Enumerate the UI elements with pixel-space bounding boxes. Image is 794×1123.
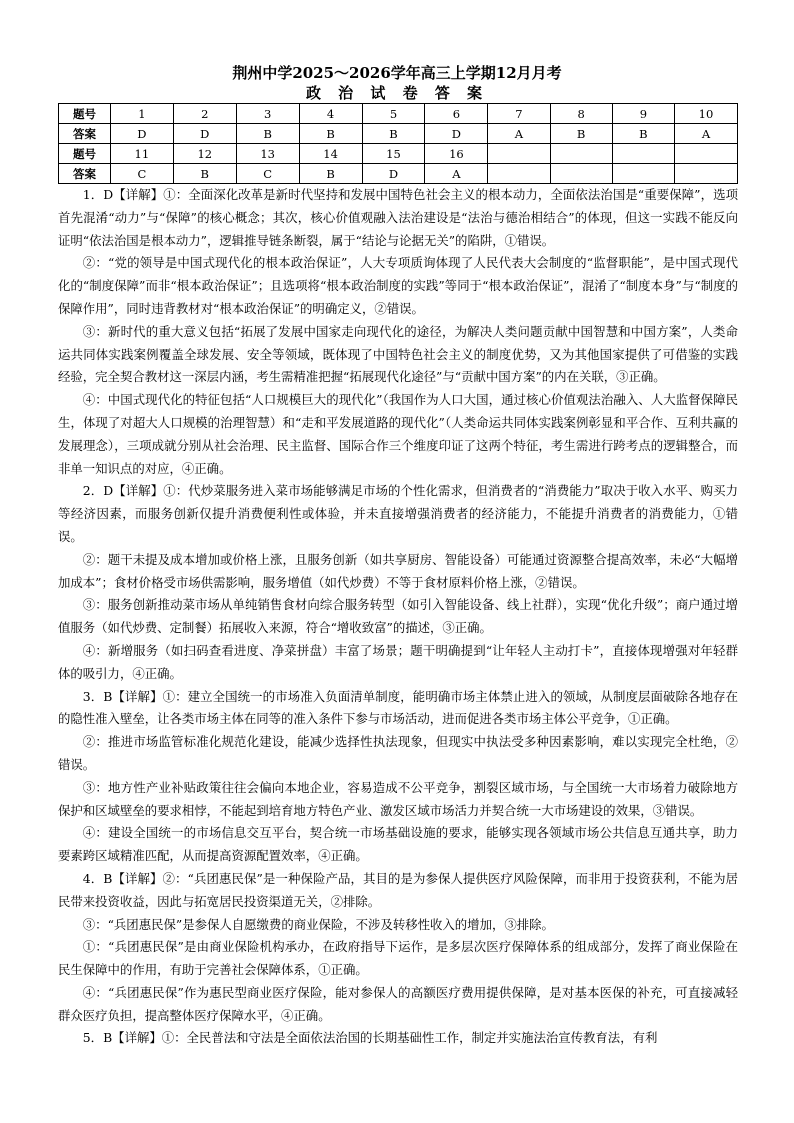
answer-cell — [488, 144, 550, 164]
answer-table-row — [59, 104, 738, 124]
answer-cell: 13 — [236, 144, 299, 164]
answer-cell: 14 — [299, 144, 362, 164]
answer-cell: 1 — [110, 104, 173, 124]
answer-cell: 8 — [550, 104, 612, 124]
answer-cell — [612, 144, 674, 164]
answer-cell: 10 — [674, 104, 737, 124]
answer-cell: 2 — [173, 104, 236, 124]
explanation-paragraph: 1．D【详解】①：全面深化改革是新时代坚持和发展中国特色社会主义的根本动力，全面依法治国是“重要保障”，选项首先混淆“动力”与“保障”的核心概念；其次，核心价值观融入法治建设是“法治与德治相结合”的体现，但这一实践不能反向证明“依法治国是根本动力”，逻辑推导链条断裂，属于“结论与论据无关”的陷阱，①错误。 — [58, 187, 738, 248]
explanation-paragraph: ②：“党的领导是中国式现代化的根本政治保证”，人大专项质询体现了人民代表大会制度的“监督职能”，是中国式现代化的“制度保障”而非“根本政治保证”；且选项将“根本政治制度的实践”等同于“根本政治保证”，混淆了“制度本身”与“制度的保障作用”，同时违背教材对“根本政治保证”的明确定义，②错误。 — [58, 255, 738, 316]
row-label: 答案 — [59, 124, 111, 144]
answer-cell — [488, 164, 550, 184]
answer-cell: A — [674, 124, 737, 144]
answer-cell — [550, 164, 612, 184]
answer-cell: 12 — [173, 144, 236, 164]
row-label: 答案 — [59, 164, 111, 184]
answer-cell: 5 — [362, 104, 425, 124]
explanation-paragraph: ④：中国式现代化的特征包括“人口规模巨大的现代化”（我国作为人口大国，通过核心价值观法治融入、人大监督保障民生，体现了对超大人口规模的治理智慧）和“走和平发展道路的现代化”（人类命运共同体实践案例彰显和平合作、互利共赢的发展理念），三项成就分别从社会治理、民主监督、国际合作三个维度印证了这两个特征，考生需进行跨考点的逻辑整合，而非单一知识点的对应，④正确。 — [58, 392, 738, 476]
answer-cell: 15 — [362, 144, 425, 164]
answer-cell: D — [110, 124, 173, 144]
explanation-paragraph: ③：新时代的重大意义包括“拓展了发展中国家走向现代化的途径，为解决人类问题贡献中国智慧和中国方案”，人类命运共同体实践案例覆盖全球发展、安全等领域，既体现了中国特色社会主义的制度优势，又为其他国家提供了可借鉴的实践经验，完全契合教材这一深层内涵，考生需精准把握“拓展现代化途径”与“贡献中国方案”的内在关联，③正确。 — [58, 323, 738, 385]
explanation-paragraph: 3．B【详解】①：建立全国统一的市场准入负面清单制度，能明确市场主体禁止进入的领域，从制度层面破除各地存在的隐性准入壁垒，让各类市场主体在同等的准入条件下参与市场活动，进而促进各类市场主体公平竞争，①正确。 — [58, 688, 738, 727]
answer-cell: D — [362, 164, 425, 184]
answer-cell: B — [612, 124, 674, 144]
explanation-paragraph: ②：推进市场监管标准化规范化建设，能减少选择性执法现象，但现实中执法受多种因素影响，难以实现完全杜绝，②错误。 — [58, 734, 738, 772]
explanation-paragraph: ④：建设全国统一的市场信息交互平台，契合统一市场基础设施的要求，能够实现各领域市场公共信息互通共享，助力要素跨区域精准匹配，从而提高资源配置效率，④正确。 — [58, 825, 738, 864]
explanation-paragraph: ③：地方性产业补贴政策往往会偏向本地企业，容易造成不公平竞争，割裂区域市场，与全国统一大市场着力破除地方保护和区域壁垒的要求相悖，不能起到培育地方特色产业、激发区域市场活力并契合统一大市场建设的效果，③错误。 — [58, 779, 738, 818]
explanation-paragraph: ③：服务创新推动菜市场从单纯销售食材向综合服务转型（如引入智能设备、线上社群），实现“优化升级”；商户通过增值服务（如代炒费、定制餐）拓展收入来源，符合“增收致富”的描述，③正确。 — [58, 597, 738, 636]
answer-cell: D — [173, 124, 236, 144]
explanation-paragraph: ①：“兵团惠民保”是由商业保险机构承办，在政府指导下运作，是多层次医疗保障体系的组成部分，发挥了商业保险在民生保障中的作用，有助于完善社会保障体系，①正确。 — [58, 939, 738, 978]
answer-cell: A — [425, 164, 488, 184]
answer-cell: 3 — [236, 104, 299, 124]
answer-cell: 9 — [612, 104, 674, 124]
answer-table-row — [59, 144, 738, 164]
answer-cell: 6 — [425, 104, 488, 124]
answer-cell — [550, 144, 612, 164]
explanation-paragraph: ④：“兵团惠民保”作为惠民型商业医疗保险，能对参保人的高额医疗费用提供保障，是对基本医保的补充，可直接减轻群众医疗负担，提高整体医疗保障水平，④正确。 — [58, 984, 738, 1023]
answer-cell: C — [236, 164, 299, 184]
explanation-text — [58, 184, 738, 1050]
answer-table — [58, 103, 738, 184]
row-label: 题号 — [59, 144, 111, 164]
answer-cell: D — [425, 124, 488, 144]
explanation-paragraph: 4．B【详解】②：“兵团惠民保”是一种保险产品，其目的是为参保人提供医疗风险保障，而非用于投资获利，不能为居民带来投资收益，因此与拓宽居民投资渠道无关，②排除。 — [58, 870, 738, 909]
page-subtitle: 政 治 试 卷 答 案 — [305, 84, 489, 102]
answer-table-row — [59, 124, 738, 144]
answer-cell — [674, 164, 737, 184]
answer-cell: 7 — [488, 104, 550, 124]
answer-table-row — [59, 164, 738, 184]
answer-cell: B — [362, 124, 425, 144]
answer-cell: B — [299, 124, 362, 144]
row-label: 题号 — [59, 104, 111, 124]
explanation-paragraph: ④：新增服务（如扫码查看进度、净菜拼盘）丰富了场景；题干明确提到“让年轻人主动打卡”，直接体现增强对年轻群体的吸引力，④正确。 — [58, 642, 738, 681]
answer-cell: 16 — [425, 144, 488, 164]
answer-cell: A — [488, 124, 550, 144]
answer-cell: B — [550, 124, 612, 144]
explanation-paragraph: 2．D【详解】①：代炒菜服务进入菜市场能够满足市场的个性化需求，但消费者的“消费能力”取决于收入水平、购买力等经济因素，而服务创新仅提升消费便利性或体验，并未直接增强消费者的经济能力，不能提升消费者的消费能力，①错误。 — [58, 483, 738, 544]
answer-cell: C — [110, 164, 173, 184]
answer-cell — [612, 164, 674, 184]
page-title: 荆州中学2025～2026学年高三上学期12月月考 — [232, 64, 562, 82]
explanation-paragraph: ③：“兵团惠民保”是参保人自愿缴费的商业保险，不涉及转移性收入的增加，③排除。 — [82, 916, 554, 932]
answer-cell: B — [299, 164, 362, 184]
explanation-paragraph: ②：题干未提及成本增加或价格上涨，且服务创新（如共享厨房、智能设备）可能通过资源整合提高效率，未必“大幅增加成本”；食材价格受市场供需影响，服务增值（如代炒费）不等于食材原料价格上涨，②错误。 — [58, 551, 738, 590]
answer-cell: B — [236, 124, 299, 144]
answer-cell: 4 — [299, 104, 362, 124]
explanation-paragraph: 5．B【详解】①：全民普法和守法是全面依法治国的长期基础性工作，制定并实施法治宣传教育法，有利 — [82, 1030, 658, 1046]
answer-cell — [674, 144, 737, 164]
answer-cell: 11 — [110, 144, 173, 164]
answer-cell: B — [173, 164, 236, 184]
